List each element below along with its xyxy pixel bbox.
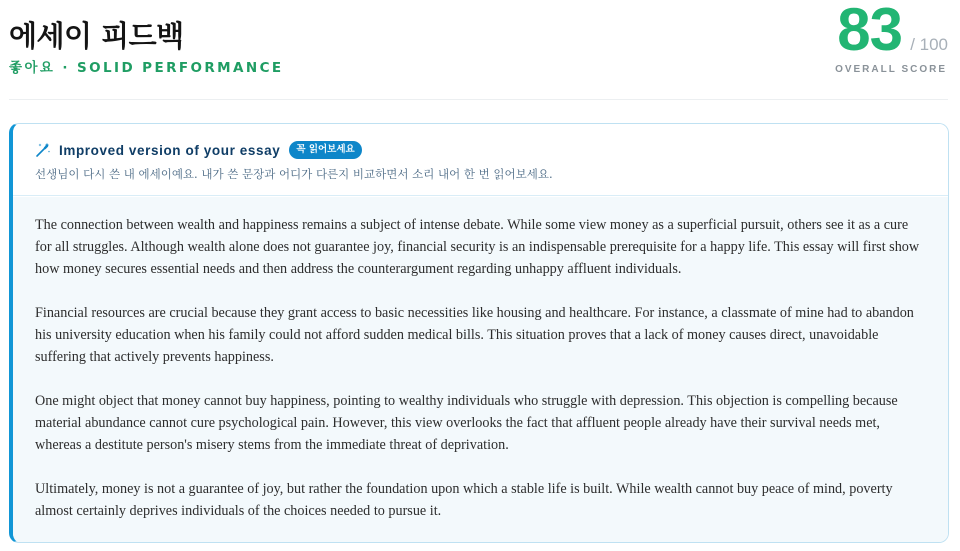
improved-essay-card [9, 123, 949, 543]
card-description: 선생님이 다시 쓴 내 에세이예요. 내가 쓴 문장과 어디가 다른지 비교하면서 소리 내어 한 번 읽어보세요. [35, 167, 553, 181]
magic-wand-icon [35, 142, 51, 158]
essay-body [13, 197, 948, 543]
essay-paragraph: Financial resources are crucial because they grant access to basic necessities like housing and healthcare. For instance, a classmate of mine had to abandon his university education when his family could not afford sudden medical bills. This situation proves that a lack of money causes direct, unavoidable suffering that actively prevents happiness. [35, 305, 914, 365]
card-header [13, 124, 948, 196]
essay-paragraph: One might object that money cannot buy happiness, pointing to wealthy individuals who struggle with depression. This objection is compelling because material abundance cannot cure psychological pain. However, this view overlooks the fact that affluent people already have their survival needs met, whereas a destitute person's misery stems from the immediate threat of deprivation. [35, 393, 898, 453]
essay-paragraph: The connection between wealth and happiness remains a subject of intense debate. While some view money as a superficial pursuit, others see it as a cure for all struggles. Although wealth alone does not guarantee joy, financial security is an indispensable prerequisite for a happy life. This essay will first show how money secures essential needs and then address the counterargument regarding unhappy affluent individuals. [35, 217, 920, 277]
score-max: / 100 [910, 35, 948, 54]
page-header [9, 0, 948, 100]
overall-score [788, 0, 948, 80]
card-title-row [35, 140, 362, 160]
score-value: 83 [837, 0, 902, 63]
score-label: OVERALL SCORE [835, 64, 947, 75]
card-title: Improved version of your essay [59, 142, 281, 158]
rating-subtitle: 좋아요 · SOLID PERFORMANCE [9, 60, 284, 76]
page-title: 에세이 피드백 [9, 19, 184, 53]
must-read-badge: 꼭 읽어보세요 [289, 141, 361, 159]
essay-paragraph: Ultimately, money is not a guarantee of joy, but rather the foundation upon which a stable life is built. While wealth cannot buy peace of mind, poverty almost certainly deprives individuals of the choices needed to pursue it. [35, 481, 893, 519]
